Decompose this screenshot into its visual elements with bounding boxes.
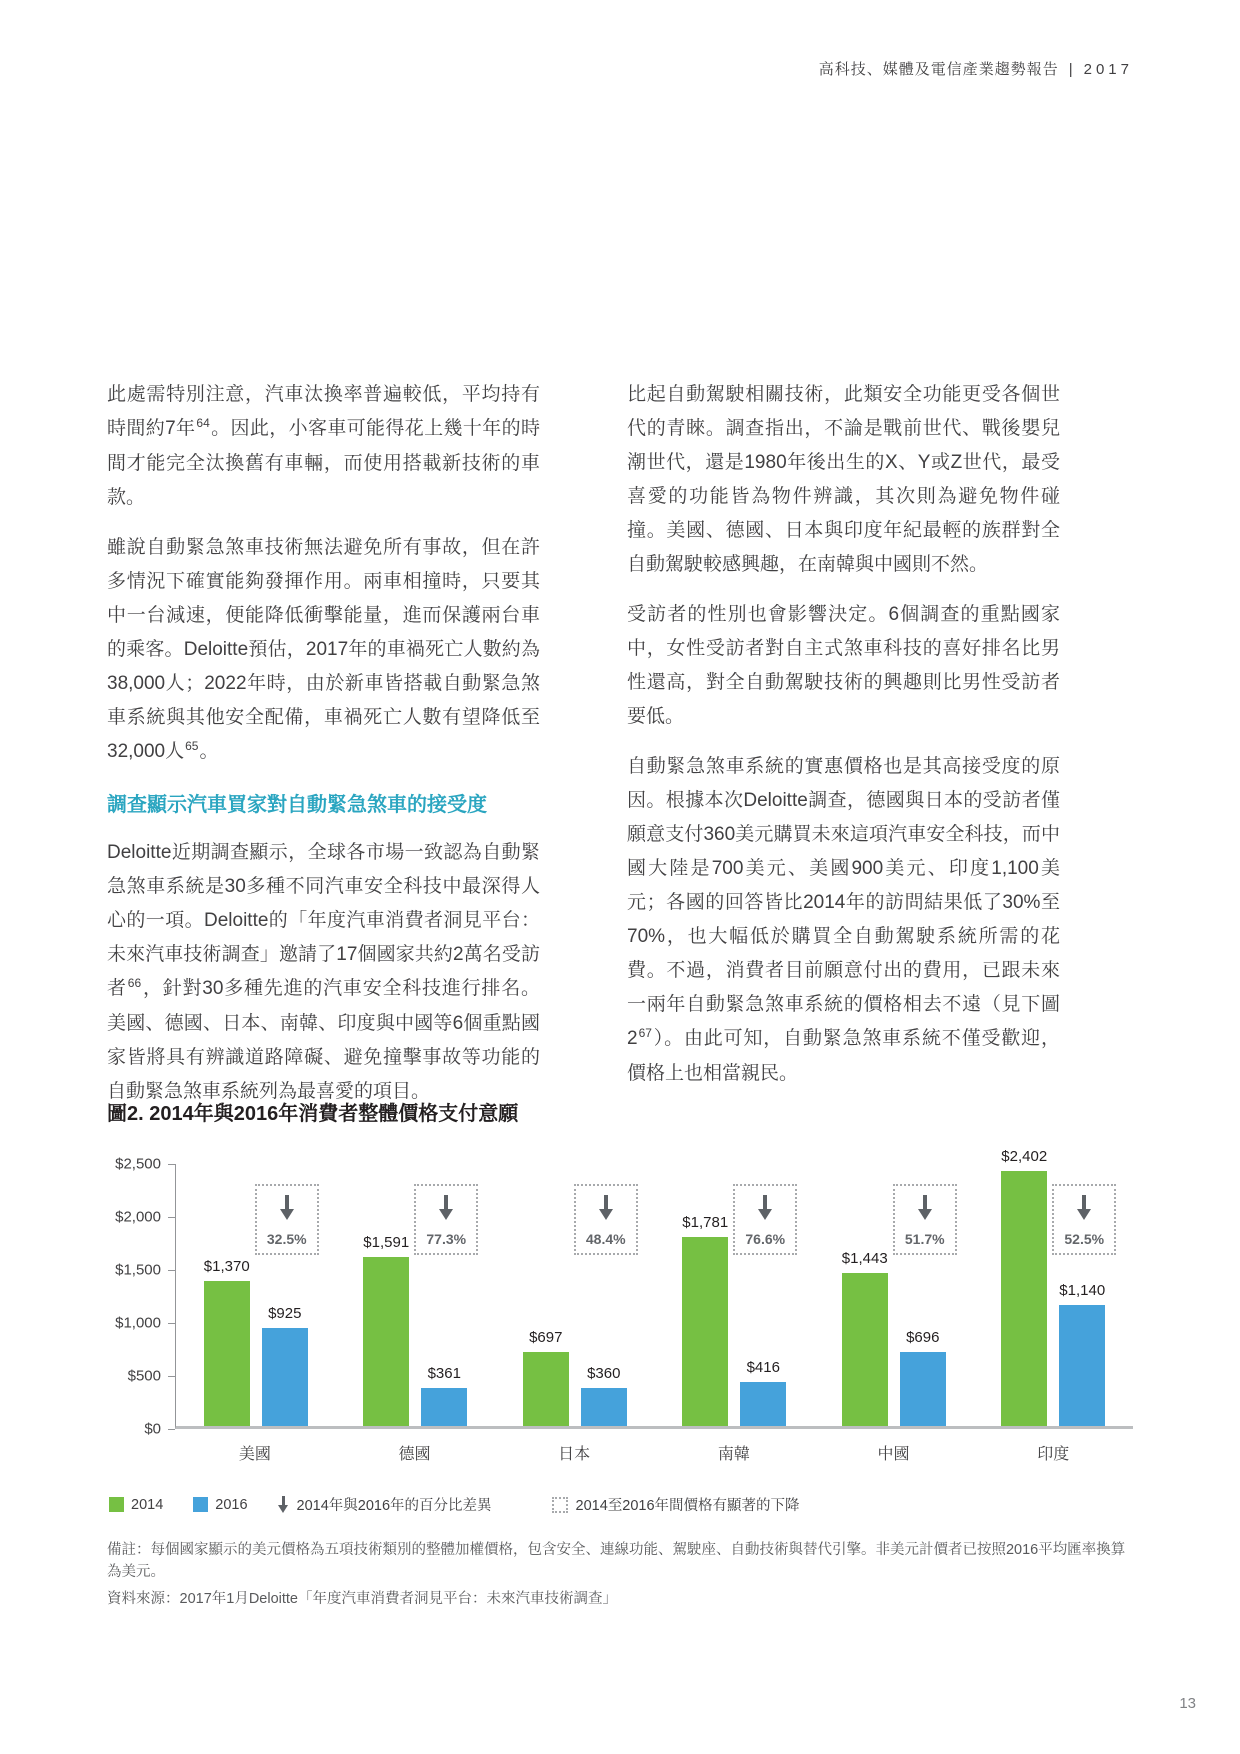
- x-axis-label: 美國: [238, 1446, 271, 1463]
- pct-change-value: 77.3%: [426, 1231, 467, 1247]
- figure-2: [107, 1100, 1133, 1610]
- y-axis-tick-mark: [168, 1217, 175, 1218]
- bar-value-label: $360: [587, 1364, 621, 1382]
- bar-value-label: $696: [906, 1329, 940, 1347]
- figure-title: 圖2. 2014年與2016年消費者整體價格支付意願: [107, 1103, 519, 1125]
- plot-area: [175, 1148, 1133, 1464]
- pct-change-value: 52.5%: [1064, 1231, 1105, 1247]
- chart-legend: [109, 1494, 1133, 1515]
- bar-2016: [262, 1328, 308, 1426]
- y-axis-tick-mark: [168, 1376, 175, 1377]
- legend-item: [193, 1497, 247, 1513]
- chart-group-2: [336, 1164, 496, 1426]
- figure-note: 備註：每個國家顯示的美元價格為五項技術類別的整體加權價格，包含安全、連線功能、駕駛座、自動技術與替代引擎。非美元計價者已按照2016平均匯率換算為美元。: [107, 1542, 1126, 1581]
- x-axis-label: 中國: [877, 1446, 910, 1463]
- bar-2014: [682, 1237, 728, 1426]
- footnote-ref: 67: [638, 1026, 652, 1040]
- chart-group-3: [495, 1164, 655, 1426]
- bar-value-label: $925: [268, 1304, 302, 1322]
- down-arrow-icon: [278, 1495, 290, 1514]
- page-number: 13: [1179, 1695, 1196, 1712]
- page-header: [107, 58, 1133, 79]
- x-axis-label: 南韓: [717, 1446, 750, 1463]
- x-axis-label: 日本: [558, 1446, 591, 1463]
- bar-value-label: $361: [427, 1364, 461, 1382]
- bar-2014: [1001, 1171, 1047, 1426]
- legend-label: 2016: [215, 1496, 248, 1513]
- legend-label: 2014: [131, 1496, 164, 1513]
- bar-2016: [740, 1382, 786, 1426]
- pct-change-box: [893, 1184, 957, 1255]
- down-arrow-icon: [598, 1194, 614, 1221]
- section-heading: 調查顯示汽車買家對自動緊急煞車的接受度: [107, 794, 487, 816]
- y-axis-tick-mark: [168, 1164, 175, 1165]
- down-arrow-icon: [279, 1194, 295, 1221]
- header-year: 2017: [1083, 61, 1133, 78]
- header-separator: |: [1068, 61, 1074, 78]
- y-axis-tick-label: $0: [144, 1420, 161, 1438]
- bar-2014: [363, 1257, 409, 1426]
- down-arrow-icon: [438, 1194, 454, 1221]
- x-axis-labels: [175, 1441, 1133, 1464]
- paragraph: 比起自動駕駛相關技術，此類安全功能更受各個世代的青睞。調查指出，不論是戰前世代、戰後嬰兒潮世代，還是1980年後出生的X、Y或Z世代，最受喜愛的功能皆為物件辨識，其次則為避免物件碰撞。美國、德國、日本與印度年紀最輕的族群對全自動駕駛較感興趣，在南韓與中國則不然。: [627, 384, 1060, 575]
- bar-value-label: $697: [529, 1329, 563, 1347]
- pct-change-box: [414, 1184, 478, 1255]
- pct-change-box: [1052, 1184, 1116, 1255]
- pct-change-value: 76.6%: [745, 1231, 786, 1247]
- bar-2014: [204, 1281, 250, 1426]
- paragraph: 雖說自動緊急煞車技術無法避免所有事故，但在許多情況下確實能夠發揮作用。兩車相撞時，只要其中一台減速，便能降低衝擊能量，進而保護兩台車的乘客。Deloitte預估，2017年的車禍死亡人數約為38,000人；2022年時，由於新車皆搭載自動緊急煞車系統與其他安全配備，車禍死亡人數有望降低至32,000人$^{65}$。: [107, 537, 540, 762]
- footnote-ref: 66: [127, 976, 142, 990]
- footnote-ref: 65: [185, 739, 199, 753]
- down-arrow-icon: [757, 1194, 773, 1221]
- body-columns: [107, 378, 1060, 1125]
- figure-source: 資料來源：2017年1月Deloitte「年度汽車消費者洞見平台：未來汽車技術調查」: [107, 1590, 617, 1607]
- legend-swatch-2016: [193, 1497, 208, 1512]
- chart-group-4: [655, 1164, 815, 1426]
- bar-value-label: $2,402: [1001, 1148, 1048, 1166]
- left-column: [107, 378, 540, 1125]
- bar-2016: [421, 1388, 467, 1426]
- bar-2014: [842, 1273, 888, 1426]
- y-axis-tick-mark: [168, 1429, 175, 1430]
- chart-group-6: [974, 1148, 1134, 1426]
- pct-change-box: [255, 1184, 319, 1255]
- paragraph: 自動緊急煞車系統的實惠價格也是其高接受度的原因。根據本次Deloitte調查，德國與日本的受訪者僅願意支付360美元購買未來這項汽車安全科技，而中國大陸是700美元、美國900美元、印度1,100美元；各國的回答皆比2014年的訪問結果低了30%至70%，也大幅低於購買全自動駕駛系統所需的花費。不過，消費者目前願意付出的費用，已跟未來一兩年自動緊急煞車系統的價格相去不遠（見下圖$2^{67}$）。由此可知，自動緊急煞車系統不僅受歡迎，價格上也相當親民。: [627, 756, 1060, 1084]
- bar-2016: [581, 1388, 627, 1426]
- bar-2016: [1059, 1305, 1105, 1426]
- bar-2014: [523, 1352, 569, 1426]
- pct-change-box: [574, 1184, 638, 1255]
- header-title: 高科技、媒體及電信產業趨勢報告: [818, 61, 1059, 78]
- bar-value-label: $1,781: [682, 1214, 729, 1232]
- down-arrow-icon: [917, 1194, 933, 1221]
- paragraph: 受訪者的性別也會影響決定。6個調查的重點國家中，女性受訪者對自主式煞車科技的喜好排名比男性還高，對全自動駕駛技術的興趣則比男性受訪者要低。: [627, 604, 1060, 727]
- right-column: [627, 378, 1060, 1125]
- pct-change-value: 51.7%: [904, 1231, 945, 1247]
- plot: [175, 1148, 1133, 1429]
- pct-change-value: 48.4%: [585, 1231, 626, 1247]
- bar-2016: [900, 1352, 946, 1426]
- down-arrow-icon: [1076, 1194, 1092, 1221]
- y-axis-tick-label: $500: [127, 1367, 161, 1385]
- bar-value-label: $1,370: [203, 1257, 250, 1275]
- y-axis-tick-mark: [168, 1323, 175, 1324]
- x-axis-label: 德國: [398, 1446, 431, 1463]
- bar-value-label: $1,140: [1059, 1282, 1106, 1300]
- legend-swatch-2014: [109, 1497, 124, 1512]
- bar-value-label: $1,443: [841, 1250, 888, 1268]
- paragraph: 此處需特別注意，汽車汰換率普遍較低，平均持有時間約7年$^{64}$。因此，小客車可能得花上幾十年的時間才能完全汰換舊有車輛，而使用搭載新技術的車款。: [107, 384, 540, 508]
- y-axis: [107, 1155, 175, 1438]
- y-axis-tick-label: $2,500: [115, 1155, 161, 1173]
- x-axis-label: 印度: [1037, 1446, 1070, 1463]
- pct-change-value: 32.5%: [266, 1231, 307, 1247]
- paragraph: Deloitte近期調查顯示，全球各市場一致認為自動緊急煞車系統是30多種不同汽車安全科技中最深得人心的一項。Deloitte的「年度汽車消費者洞見平台：未來汽車技術調查」邀請了17個國家共約2萬名受訪者$^{66}$，針對30多種先進的汽車安全科技進行排名。美國、德國、日本、南韓、印度與中國等6個重點國家皆將具有辨識道路障礙、避免撞擊事故等功能的自動緊急煞車系統列為最喜愛的項目。: [107, 842, 540, 1102]
- footnote-ref: 64: [196, 416, 210, 430]
- chart-group-5: [814, 1164, 974, 1426]
- legend-item: [109, 1497, 163, 1513]
- bar-value-label: $416: [746, 1358, 780, 1376]
- legend-item: [552, 1494, 800, 1515]
- pct-change-box: [733, 1184, 797, 1255]
- legend-label: 2014年與2016年的百分比差異: [296, 1498, 492, 1514]
- legend-item: [278, 1494, 492, 1515]
- y-axis-tick-label: $1,500: [115, 1261, 161, 1279]
- bar-chart: [107, 1148, 1133, 1464]
- y-axis-tick-label: $1,000: [115, 1314, 161, 1332]
- bar-value-label: $1,591: [363, 1234, 410, 1252]
- legend-label: 2014至2016年間價格有顯著的下降: [575, 1498, 800, 1514]
- dashed-box-icon: [552, 1497, 568, 1513]
- chart-group-1: [176, 1164, 336, 1426]
- y-axis-tick-mark: [168, 1270, 175, 1271]
- y-axis-tick-label: $2,000: [115, 1208, 161, 1226]
